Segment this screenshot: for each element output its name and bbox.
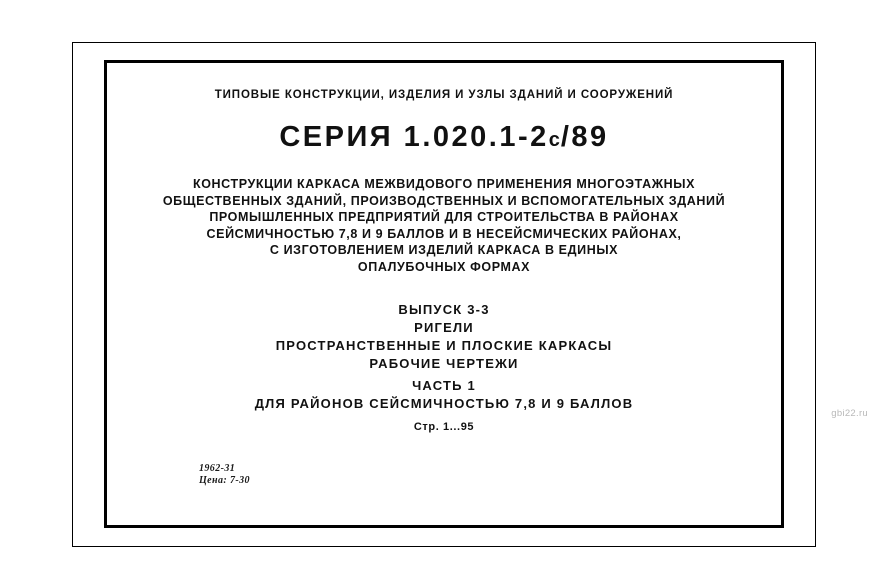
page-outer-frame bbox=[72, 42, 816, 547]
part-scope: ДЛЯ РАЙОНОВ СЕЙСМИЧНОСТЬЮ 7,8 И 9 БАЛЛОВ bbox=[254, 396, 634, 411]
issue-detail: ПРОСТРАНСТВЕННЫЕ И ПЛОСКИЕ КАРКАСЫ bbox=[275, 338, 613, 353]
description-line-5: С ИЗГОТОВЛЕНИЕМ ИЗДЕЛИЙ КАРКАСА В ЕДИНЫХ bbox=[269, 243, 619, 257]
stamp-price: Цена: 7-30 bbox=[199, 475, 250, 486]
series-number bbox=[107, 121, 781, 154]
description-line-4: СЕЙСМИЧНОСТЬЮ 7,8 И 9 БАЛЛОВ И В НЕСЕЙСМИЧЕСКИХ РАЙОНАХ, bbox=[206, 226, 682, 241]
series-number-tail: /89 bbox=[560, 121, 609, 153]
description-line-1: КОНСТРУКЦИИ КАРКАСА МЕЖВИДОВОГО ПРИМЕНЕНИЯ МНОГОЭТАЖНЫХ bbox=[192, 177, 696, 191]
series-number-main: СЕРИЯ 1.020.1-2 bbox=[279, 121, 549, 153]
series-number-suffix: с bbox=[548, 129, 561, 151]
watermark-label: gbi22.ru bbox=[831, 408, 868, 419]
issue-block bbox=[107, 301, 781, 413]
title-block bbox=[107, 89, 781, 433]
document-description bbox=[107, 176, 781, 275]
part-number: ЧАСТЬ 1 bbox=[412, 378, 476, 393]
stamp-code: 1962-31 bbox=[199, 463, 236, 474]
issue-doctype: РАБОЧИЕ ЧЕРТЕЖИ bbox=[369, 356, 519, 371]
issue-number: ВЫПУСК 3-3 bbox=[398, 302, 490, 317]
document-category-header: ТИПОВЫЕ КОНСТРУКЦИИ, ИЗДЕЛИЯ И УЗЛЫ ЗДАНИЙ И СООРУЖЕНИЙ bbox=[214, 89, 674, 101]
issue-subject: РИГЕЛИ bbox=[414, 320, 474, 335]
description-line-2: ОБЩЕСТВЕННЫХ ЗДАНИЙ, ПРОИЗВОДСТВЕННЫХ И ВСПОМОГАТЕЛЬНЫХ ЗДАНИЙ bbox=[162, 193, 726, 208]
description-line-3: ПРОМЫШЛЕННЫХ ПРЕДПРИЯТИЙ ДЛЯ СТРОИТЕЛЬСТВА В РАЙОНАХ bbox=[209, 210, 679, 224]
page-inner-frame bbox=[104, 60, 784, 528]
price-stamp bbox=[199, 463, 250, 487]
description-line-6: ОПАЛУБОЧНЫХ ФОРМАХ bbox=[357, 259, 531, 274]
page-range: Стр. 1...95 bbox=[413, 421, 475, 433]
